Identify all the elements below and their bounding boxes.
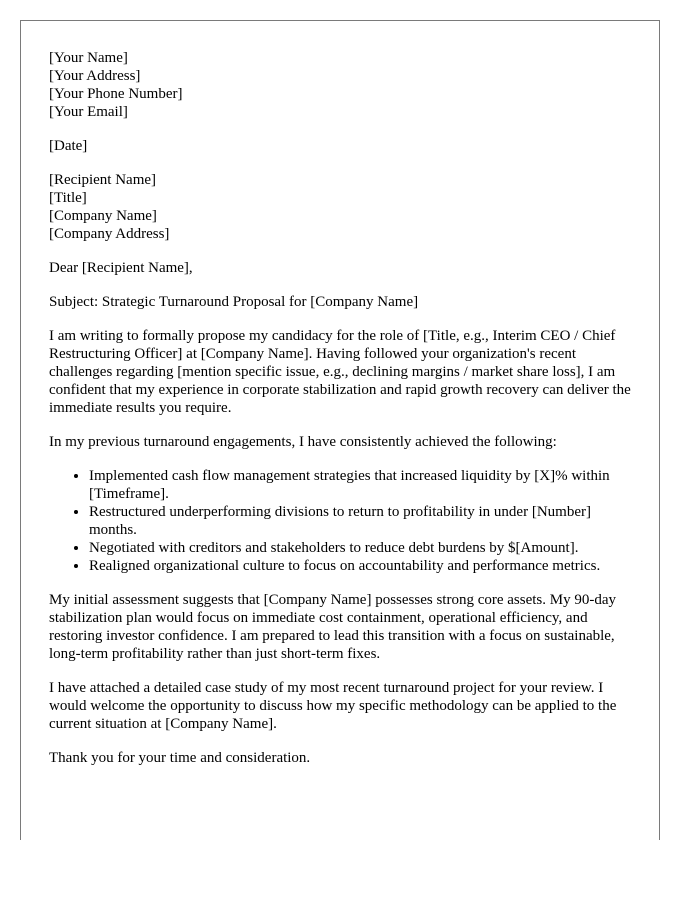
list-item: • Negotiated with creditors and stakeholders to reduce debt burdens by $[Amount]. (89, 539, 633, 557)
letter-body (49, 49, 633, 783)
closing-line: Thank you for your time and consideration. (49, 750, 311, 766)
achievements-lead: In my previous turnaround engagements, I have consistently achieved the following: (49, 434, 557, 450)
sender-name: [Your Name] (49, 50, 128, 66)
case-study-paragraph: I have attached a detailed case study of my most recent turnaround project for your review. I would welcome the opportunity to discuss how my specific methodology can be applied to the current situation at [Company Name]. (49, 680, 617, 732)
recipient-name: [Recipient Name] (49, 172, 157, 188)
achievements-list (49, 467, 633, 575)
sender-address: [Your Address] (49, 68, 141, 84)
list-item: • Realigned organizational culture to focus on accountability and performance metrics. (89, 557, 633, 575)
sender-phone: [Your Phone Number] (49, 86, 183, 102)
subject-line: Subject: Strategic Turnaround Proposal for [Company Name] (49, 294, 419, 310)
sender-email: [Your Email] (49, 104, 128, 120)
recipient-company: [Company Name] (49, 208, 157, 224)
list-item: • Implemented cash flow management strategies that increased liquidity by [X]% within [Timeframe]. (89, 467, 633, 503)
recipient-address: [Company Address] (49, 226, 170, 242)
salutation: Dear [Recipient Name], (49, 260, 193, 276)
letter-page (20, 20, 660, 840)
intro-paragraph: I am writing to formally propose my candidacy for the role of [Title, e.g., Interim CEO / Chief Restructuring Officer] at [Company Name]. Having followed your organization's recent challenges regarding [mention specific issue, e.g., declining margins / market share loss], I am confident that my experience in corporate stabilization and rapid growth recovery can deliver the immediate results you require. (49, 328, 631, 416)
list-item: • Restructured underperforming divisions to return to profitability in under [Number] months. (89, 503, 633, 539)
assessment-paragraph: My initial assessment suggests that [Company Name] possesses strong core assets. My 90-day stabilization plan would focus on immediate cost containment, operational efficiency, and restoring investor confidence. I am prepared to lead this transition with a focus on sustainable, long-term profitability rather than just short-term fixes. (49, 592, 617, 662)
recipient-title: [Title] (49, 190, 87, 206)
recipient-block (49, 171, 633, 243)
sender-block (49, 49, 633, 121)
letter-date: [Date] (49, 138, 88, 154)
